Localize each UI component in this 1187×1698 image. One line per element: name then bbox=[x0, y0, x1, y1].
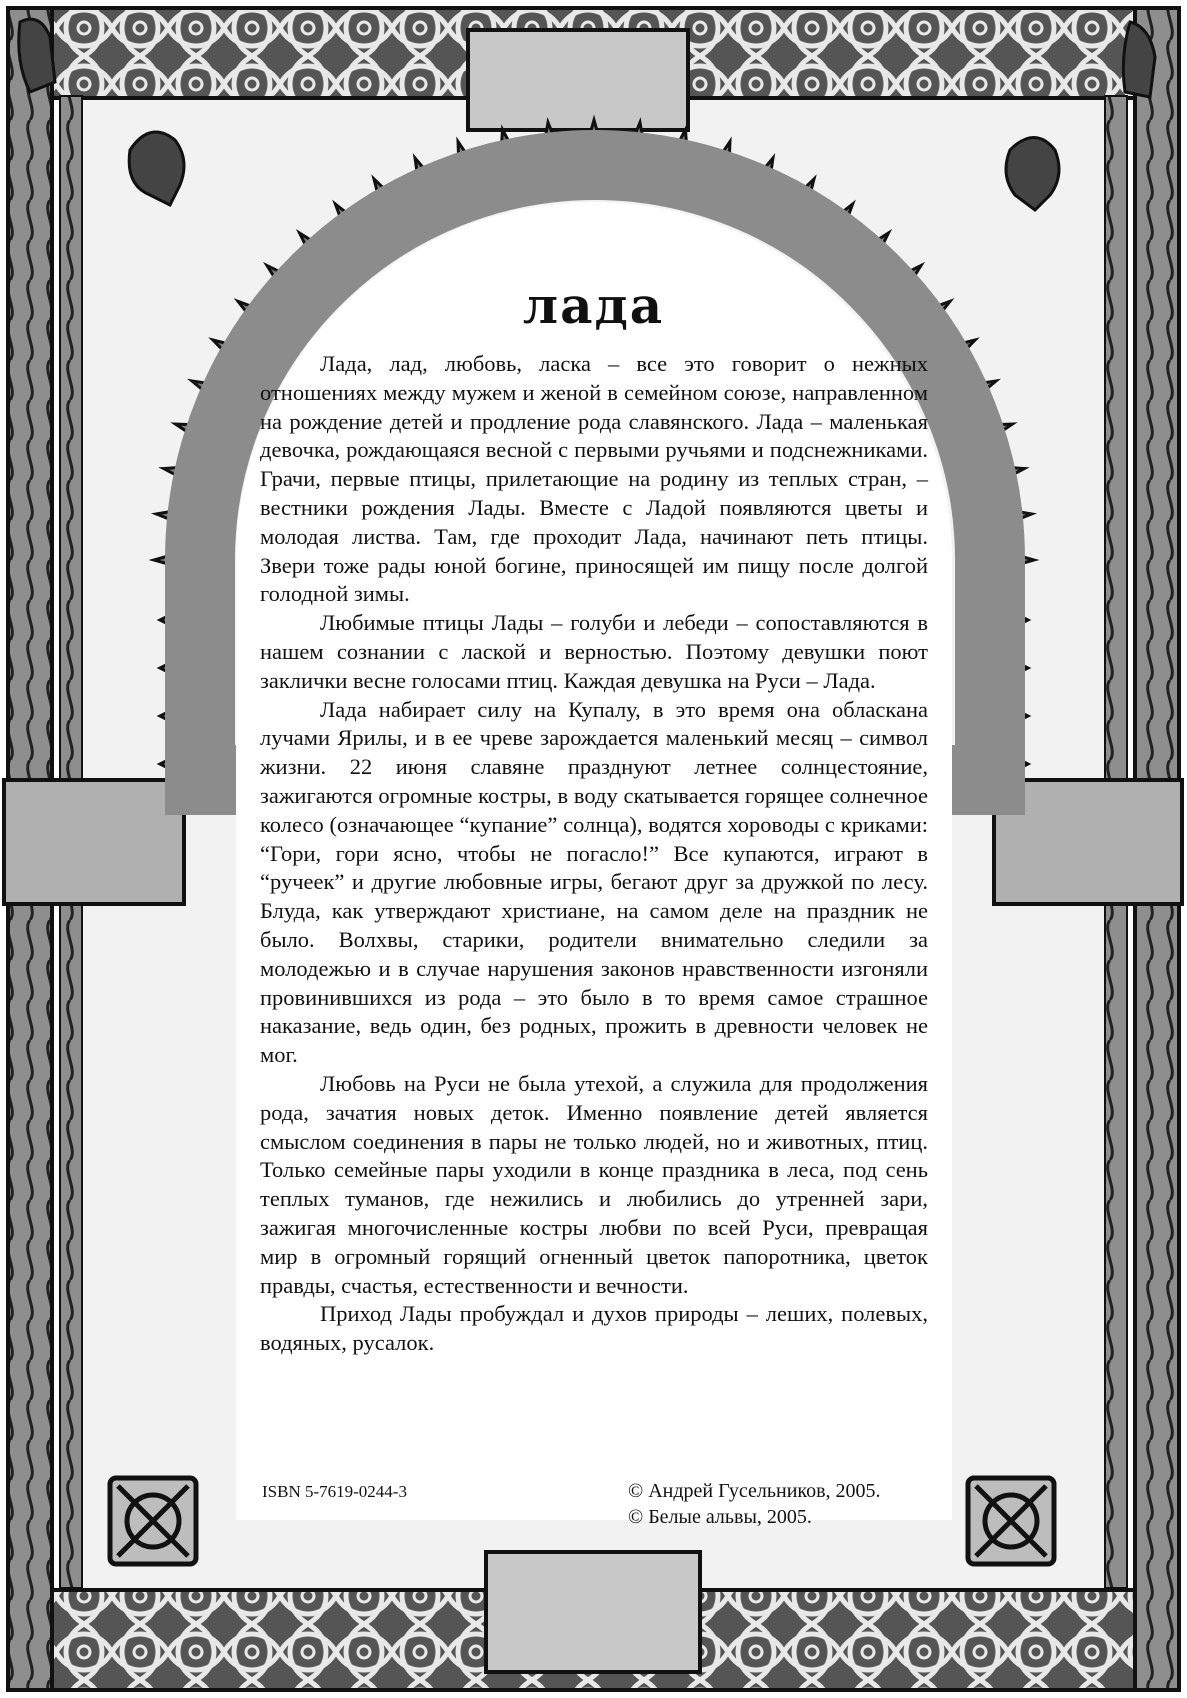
article-body bbox=[260, 350, 928, 1358]
paragraph: Приход Лады пробуждал и духов природы – леших, полевых, водяных, русалок. bbox=[260, 1301, 928, 1356]
copyright-line: © Белые альвы, 2005. bbox=[628, 1506, 812, 1528]
paragraph: Лада набирает силу на Купалу, в это время она обласкана лучами Ярилы, и в ее чреве зарождается маленький месяц – символ жизни. 22 июня славяне празднуют летнее солнцестояние, зажигаются огромные костры, в воду скатывается горящее солнечное колесо (означающее “купание” солнца), водятся хороводы с криками: “Гори, гори ясно, чтобы не погасло!” Все купаются, играют в “ручеек” и другие любовные игры, бегают друг за дружкой по лесу. Блуда, как утверждают христиане, на самом деле на праздник не было. Волхвы, старики, родители внимательно следили за молодежью и в случае нарушения законов нравственности изгоняли провинившихся из рода – это было в то время самое страшное наказание, ведь один, без родных, прожить в древности человек не мог. bbox=[260, 696, 928, 1068]
page-title: лада bbox=[522, 276, 665, 335]
isbn-label: ISBN 5-7619-0244-3 bbox=[262, 1482, 407, 1501]
paragraph: Любимые птицы Лады – голуби и лебеди – сопоставляются в нашем сознании с лаской и верностью. Поэтому девушки поют заклички весне голосами птиц. Каждая девушка на Руси – Лада. bbox=[260, 610, 928, 693]
copyright-block bbox=[628, 1478, 881, 1530]
copyright-line: © Андрей Гусельников, 2005. bbox=[628, 1480, 881, 1502]
paragraph: Лада, лад, любовь, ласка – все это говорит о нежных отношениях между мужем и женой в семейном союзе, направленном на рождение детей и продление рода славянского. Лада – маленькая девочка, рождающаяся весной с первыми ручьями и подснежниками. Грачи, первые птицы, прилетающие на родину из теплых стран, – вестники рождения Лады. Вместе с Ладой появляются цветы и молодая листва. Там, где проходит Лада, начинают петь птицы. Звери тоже рады юной богине, приносящей им пищу после долгой голодной зимы. bbox=[260, 351, 928, 607]
paragraph: Любовь на Руси не была утехой, а служила для продолжения рода, зачатия новых деток. Именно появление детей является смыслом соединения в пары не только людей, но и животных, птиц. Только семейные пары уходили в конце праздника в леса, под сень теплых туманов, где нежились и любились до утренней зари, зажигая многочисленные костры любви по всей Руси, превращая мир в огромный горящий огненный цветок папоротника, цветок правды, счастья, естественности и вечности. bbox=[260, 1070, 928, 1298]
